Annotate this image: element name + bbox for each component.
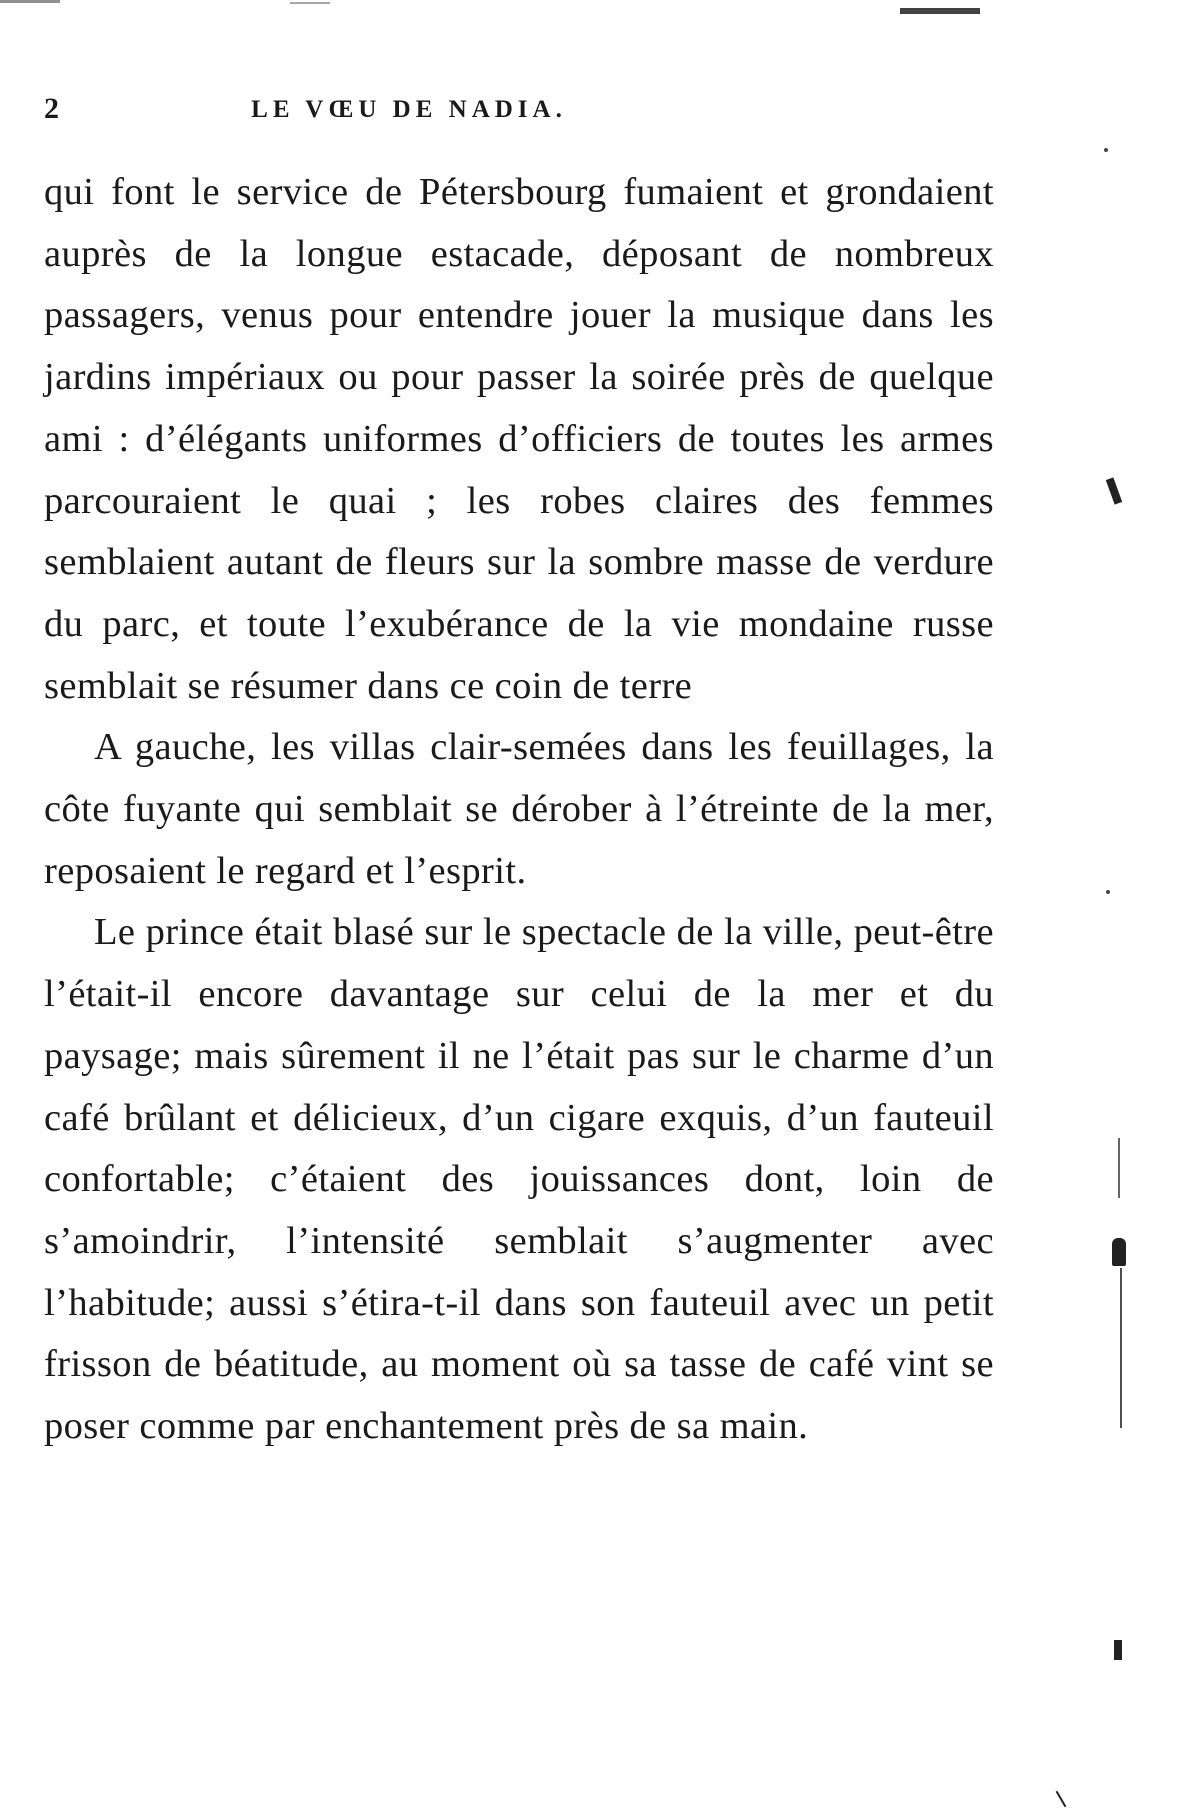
page-number: 2 <box>44 92 59 125</box>
page-header <box>44 92 994 132</box>
scan-mark <box>1106 477 1122 504</box>
scan-mark <box>1056 1791 1067 1808</box>
scan-mark <box>1112 1238 1126 1266</box>
paragraph: Le prince était blasé sur le spectacle de la ville, peut-être l’était-il encore davantage sur celui de la mer et du paysage; mais sûrement il ne l’était pas sur le charme d’un café brûlant et délicieux, d’un cigare exquis, d’un fauteuil confortable; c’étaient des jouissances dont, loin de s’amoindrir, l’intensité semblait s’augmenter avec l’habitude; aussi s’étira-t-il dans son fauteuil avec un petit frisson de béatitude, au moment où sa tasse de café vint se poser comme par enchantement près de sa main. <box>44 911 994 1448</box>
scan-mark <box>1114 1640 1122 1660</box>
scan-mark <box>290 2 330 4</box>
running-title: LE VŒU DE NADIA. <box>251 96 567 123</box>
scan-mark <box>0 0 60 3</box>
paragraph: qui font le service de Pétersbourg fumaient et grondaient auprès de la longue estacade, déposant de nombreux passagers, venus pour entendre jouer la musique dans les jardins impériaux ou pour passer la soirée près de quelque ami : d’élégants uniformes d’officiers de toutes les armes parcouraient le quai ; les robes claires des femmes semblaient autant de fleurs sur la sombre masse de verdure du parc, et toute l’exubérance de la vie mondaine russe semblait se résumer dans ce coin de terre <box>44 171 994 707</box>
body-text <box>44 162 994 1458</box>
scan-mark <box>1120 1268 1122 1428</box>
scan-mark <box>900 8 980 14</box>
scan-speck <box>1106 890 1110 894</box>
scan-speck <box>1104 148 1108 152</box>
paragraph: A gauche, les villas clair-semées dans les feuillages, la côte fuyante qui semblait se dérober à l’étreinte de la mer, reposaient le regard et l’esprit. <box>44 726 994 892</box>
scan-mark <box>1118 1138 1120 1198</box>
